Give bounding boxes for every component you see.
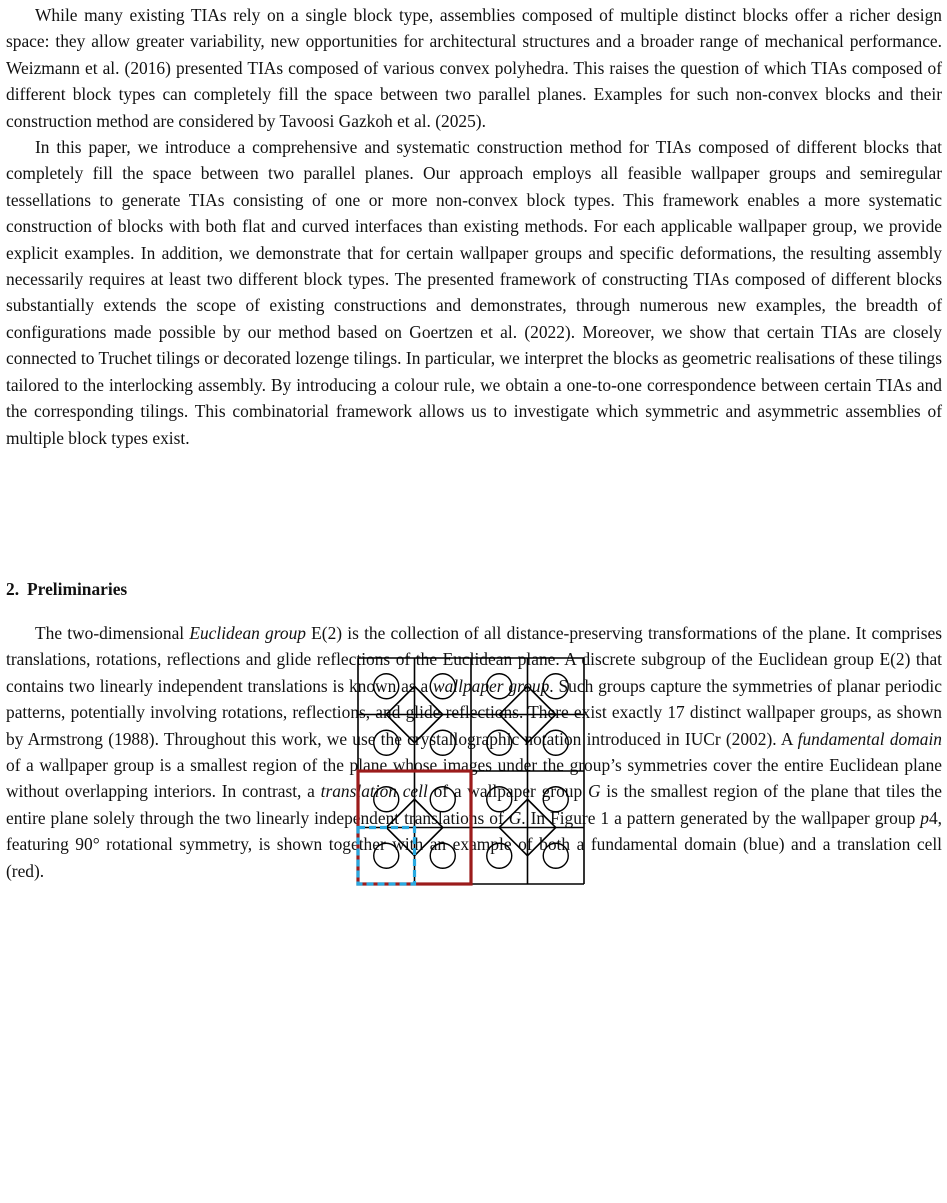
math-variable-g: G	[508, 807, 522, 828]
term-wallpaper-group: wallpaper group	[433, 675, 550, 696]
text-run: of a wallpaper group is a smallest region of the plane whose images under the group’s symmetries cover the entire Euclidean plane without overlapping interiors. In contrast, a	[6, 755, 942, 802]
math-variable-g: G	[587, 781, 601, 802]
section-number: 2.	[6, 579, 20, 599]
text-run: . In Figure 1 a pattern generated by the wallpaper group	[521, 807, 921, 828]
text-run: . Such groups capture the symmetries of planar periodic patterns, potentially involving rotations, reflections, and glide reflections. There exist exactly 17 distinct wallpaper groups, as shown by Armstrong (1988). Throughout this work, we use the crystallographic notation introduced in IUCr (2002). A	[6, 675, 942, 749]
motif-circle	[374, 787, 399, 812]
p4-pattern-diagram	[351, 655, 591, 1203]
motif-circle	[374, 730, 399, 755]
figure-p4-pattern	[351, 655, 591, 1203]
section-title: Preliminaries	[27, 579, 128, 599]
paper-page	[6, 0, 943, 881]
text-run: of a wallpaper group	[427, 781, 588, 802]
motif-circle	[430, 843, 455, 868]
text-run: The two-dimensional	[35, 623, 190, 643]
motif-circle	[487, 843, 512, 868]
paragraph-multi-block-tias: While many existing TIAs rely on a single block type, assemblies composed of multiple distinct blocks offer a richer design space: they allow greater variability, new opportunities for architectural structures and a broader range of mechanical performance. Weizmann et al. (2016) presented TIAs composed of various convex polyhedra. This raises the question of which TIAs composed of different block types can completely fill the space between two parallel planes. Examples for such non-convex blocks and their construction method are considered by Tavoosi Gazkoh et al. (2025).	[6, 5, 942, 131]
motif-circle	[543, 674, 568, 699]
term-fundamental-domain: fundamental domain	[797, 728, 942, 749]
motif-circle	[430, 730, 455, 755]
fundamental-domain-outline	[358, 828, 415, 885]
motif-circle	[430, 674, 455, 699]
section-heading	[6, 576, 127, 602]
motif-circle	[543, 730, 568, 755]
text-run: is the smallest region of the plane that tiles the entire plane solely through the two linearly independent translations of	[6, 781, 942, 828]
term-euclidean-group: Euclidean group	[189, 623, 306, 643]
text-run: 4, featuring 90° rotational symmetry, is shown together with an example of both a fundamental domain (blue) and a translation cell (red).	[6, 807, 942, 881]
motif-circle	[487, 787, 512, 812]
motif-circle	[430, 787, 455, 812]
motif-circle	[374, 674, 399, 699]
motif-circle	[487, 730, 512, 755]
term-translation-cell: translation cell	[320, 781, 428, 802]
motif-circle	[374, 843, 399, 868]
motif-circle	[543, 843, 568, 868]
motif-circle	[543, 787, 568, 812]
math-group-p: p	[920, 807, 929, 828]
motif-circle	[487, 674, 512, 699]
paragraph-this-paper: In this paper, we introduce a comprehensive and systematic construction method for TIAs composed of different blocks that completely fill the space between two parallel planes. Our approach employs all feasible wallpaper groups and semiregular tessellations to generate TIAs consisting of one or more non-convex block types. This framework enables a more systematic construction of blocks with both flat and curved interfaces than existing methods. For each applicable wallpaper group, we provide explicit examples. In addition, we demonstrate that for certain wallpaper groups and specific deformations, the resulting assembly necessarily requires at least two different block types. The presented framework of constructing TIAs composed of different blocks substantially extends the scope of existing constructions and demonstrates, through numerous new examples, the breadth of configurations made possible by our method based on Goertzen et al. (2022). Moreover, we show that certain TIAs are closely connected to Truchet tilings or decorated lozenge tilings. In particular, we interpret the blocks as geometric realisations of these tilings tailored to the interlocking assembly. By introducing a colour rule, we obtain a one-to-one correspondence between certain TIAs and the corresponding tilings. This combinatorial framework allows us to investigate which symmetric and asymmetric assemblies of multiple block types exist.	[6, 137, 942, 448]
text-run: E(2) is the collection of all distance-preserving transformations of the plane. It comprises translations, rotations, reflections and glide reflections of the Euclidean plane. A discrete subgroup of the Euclidean group E(2) that contains two linearly independent translations is known as a	[6, 623, 943, 696]
